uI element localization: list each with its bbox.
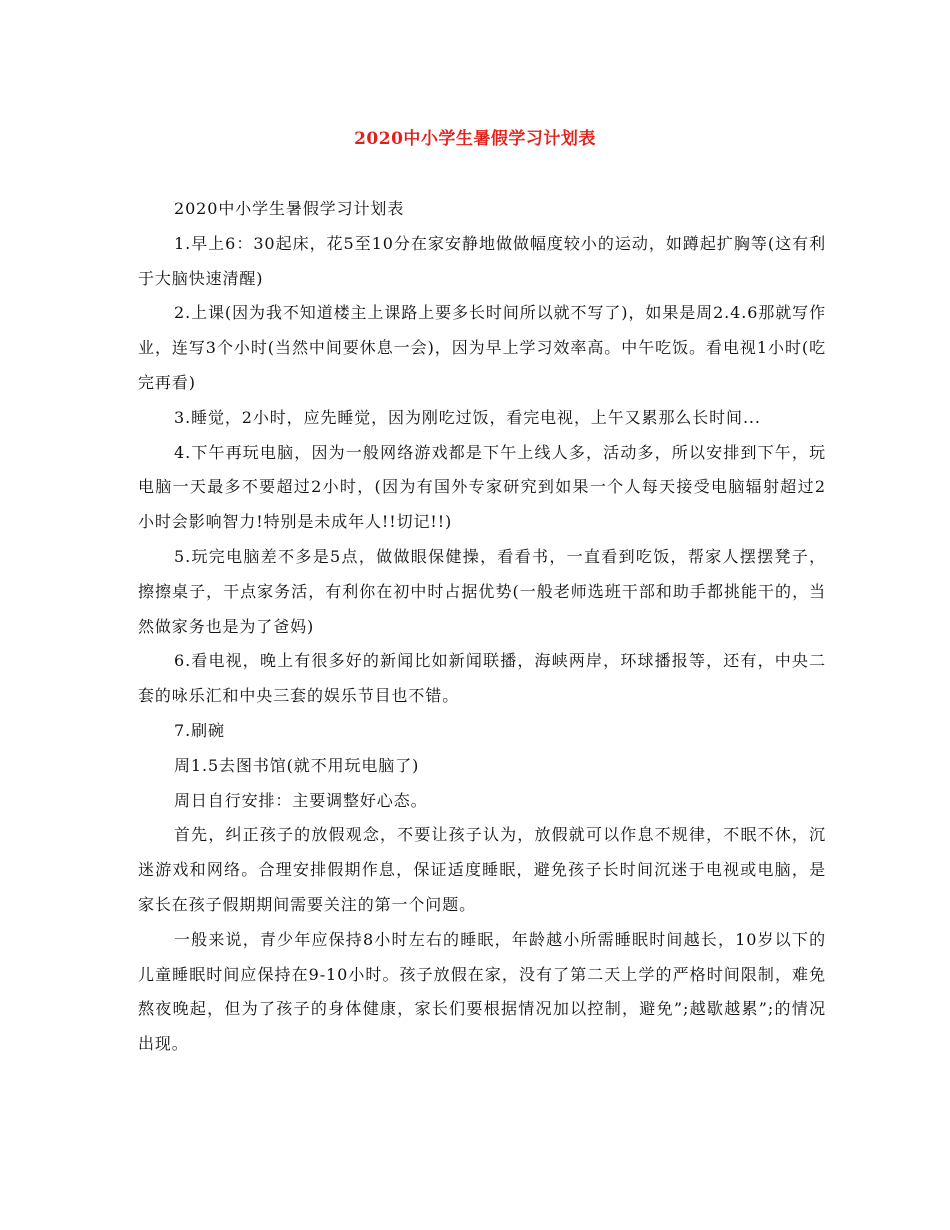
document-body — [138, 192, 826, 1062]
paragraph-advice-1: 首先，纠正孩子的放假观念，不要让孩子认为，放假就可以作息不规律，不眠不休，沉迷游戏和网络。合理安排假期作息，保证适度睡眠，避免孩子长时间沉迷于电视或电脑，是家长在孩子假期期间需要关注的第一个问题。 — [138, 825, 826, 914]
document-title: 2020中小学生暑假学习计划表 — [354, 129, 596, 149]
paragraph-item-5: 5.玩完电脑差不多是5点，做做眼保健操，看看书，一直看到吃饭，帮家人摆摆凳子，擦擦桌子，干点家务活，有利你在初中时占据优势(一般老师选班干部和助手都挑能干的，当然做家务也是为了爸妈) — [138, 546, 826, 636]
paragraph-item-3: 3.睡觉，2小时，应先睡觉，因为刚吃过饭，看完电视，上午又累那么长时间... — [174, 407, 761, 427]
paragraph-item-7: 7.刷碗 — [174, 720, 225, 740]
paragraph-advice-2: 一般来说，青少年应保持8小时左右的睡眠，年龄越小所需睡眠时间越长，10岁以下的儿童睡眠时间应保持在9-10小时。孩子放假在家，没有了第二天上学的严格时间限制，难免熬夜晚起，但为了孩子的身体健康，家长们要根据情况加以控制，避免”;越歇越累”;的情况出现。 — [138, 929, 826, 1054]
paragraph-item-4: 4.下午再玩电脑，因为一般网络游戏都是下午上线人多，活动多，所以安排到下午，玩电脑一天最多不要超过2小时，(因为有国外专家研究到如果一个人每天接受电脑辐射超过2小时会影响智力!特别是未成年人!!切记!!) — [138, 442, 826, 532]
paragraph-sunday: 周日自行安排：主要调整好心态。 — [174, 790, 428, 810]
paragraph-item-2: 2.上课(因为我不知道楼主上课路上要多长时间所以就不写了)，如果是周2.4.6那就写作业，连写3个小时(当然中间要休息一会)，因为早上学习效率高。中午吃饭。看电视1小时(吃完再看) — [138, 303, 826, 392]
paragraph-item-1: 1.早上6：30起床，花5至10分在家安静地做做幅度较小的运动，如蹲起扩胸等(这有利于大脑快速清醒) — [138, 233, 826, 288]
paragraph-item-6: 6.看电视，晚上有很多好的新闻比如新闻联播，海峡两岸，环球播报等，还有，中央二套的咏乐汇和中央三套的娱乐节目也不错。 — [138, 651, 826, 706]
paragraph-weekday-library: 周1.5去图书馆(就不用玩电脑了) — [174, 755, 420, 775]
paragraph-heading: 2020中小学生暑假学习计划表 — [174, 199, 405, 218]
